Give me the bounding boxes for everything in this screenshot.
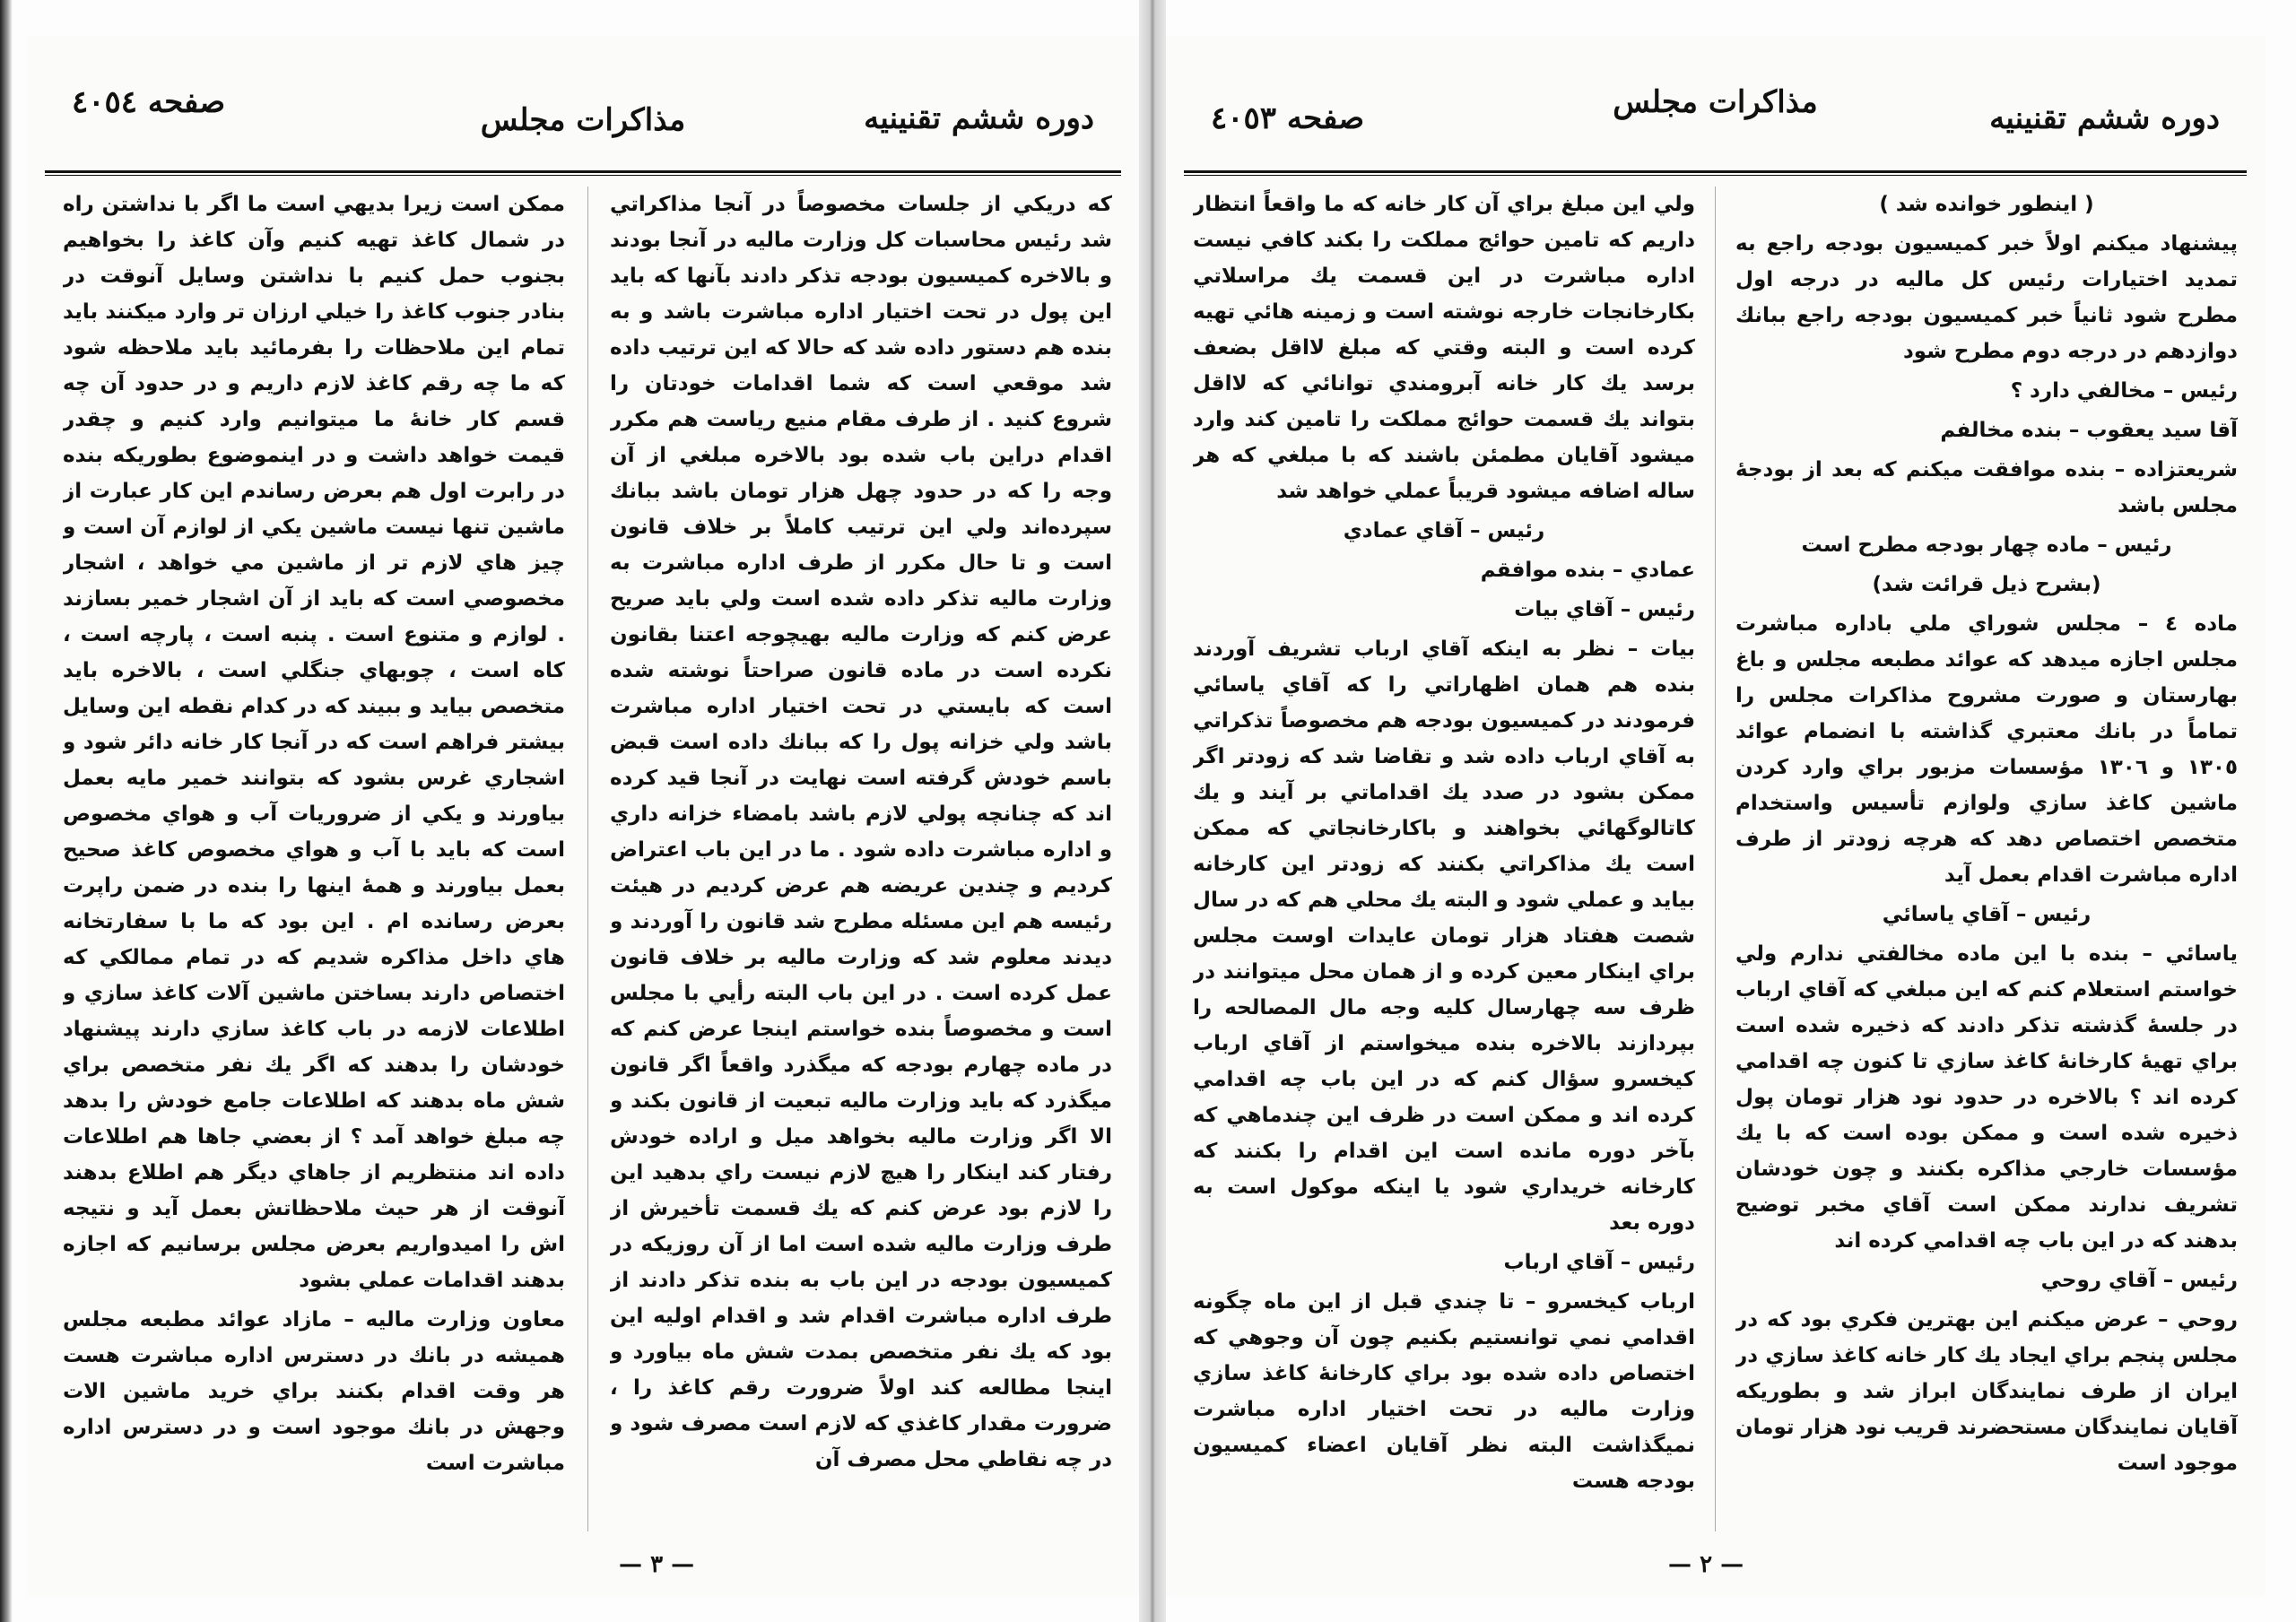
column-divider [1715,186,1716,1531]
left-page-header [45,57,1121,156]
right-page-header [1184,57,2247,156]
speaker-line: رئيس – ماده چهار بودجه مطرح است [1801,533,2172,557]
left-page [27,36,1139,1596]
folio-number: — ٢ — [1668,1551,1744,1578]
paragraph: بيات – نظر به اينكه آقاي ارباب تشريف آوردند بنده هم همان اظهاراتي را كه آقاي ياسائي فرمودند در كميسيون بودجه هم مخصوصاً تذكراتي به آقاي ارباب داده شد و تقاضا شد كه زودتر اگر ممكن بشود در صدد يك اقداماتي بر آيند و يك كاتالوگهائي بخواهند و باكارخانجاتي كه ممكن است يك مذاكراتي بكنند كه زودتر اين كارخانه بيايد و عملي شود و البته يك محلي هم كه در سال شصت هفتاد هزار تومان عايدات اوست مجلس براي اينكار معين كرده و از همان محل ميتوانند در ظرف سه چهارسال كليه وجه مال المصالحه را بپردازند بالاخره بنده ميخواستم از آقاي ارباب كيخسرو سؤال كنم كه در اين باب چه اقدامي كرده اند و ممكن است در ظرف اين چندماهي كه بآخر دوره مانده است اين اقدام را بكنند كه كارخانه خريداري شود يا اينكه موكول است به دوره بعد [1193,638,1695,1235]
book-gutter [1139,0,1166,1622]
paragraph: كه دريكي از جلسات مخصوصاً در آنجا مذاكراتي شد رئيس محاسبات كل وزارت ماليه در آنجا بودند و بالاخره كميسيون بودجه تذكر دادند بآنها كه بايد اين پول در تحت اختيار اداره مباشرت باشد و به بنده هم دستور داده شد كه حالا كه اين ترتيب داده شد موقعي است كه شما اقدامات خودتان را شروع كنيد . از طرف مقام منيع رياست هم مكرر اقدام دراين باب شده بود بالاخره مبلغي از آن وجه را كه در حدود چهل هزار تومان باشد ببانك سپرده‌اند ولي اين ترتيب كاملاً بر خلاف قانون است و تا حال مكرر از طرف اداره مباشرت به وزارت ماليه تذكر داده شده است ولي بايد صريح عرض كنم كه وزارت ماليه بهيچوجه اعتنا بقانون نكرده است در ماده قانون صراحتاً نوشته شده است كه بايستي در تحت اختيار اداره مباشرت باشد ولي خزانه پول را كه ببانك داده است قبض باسم خودش گرفته است نهايت در آنجا قيد كرده اند كه چنانچه پولي لازم باشد بامضاء خزانه داري و اداره مباشرت داده شود . ما در اين باب اعتراض كرديم و چندين عريضه هم عرض كرديم در هيئت رئيسه هم اين مسئله مطرح شد قانون را آوردند و ديدند معلوم شد كه وزارت ماليه بر خلاف قانون عمل كرده است . در اين باب البته رأيي با مجلس است و مخصوصاً بنده خواستم اينجا عرض كنم كه در ماده چهارم بودجه كه ميگذرد واقعاً اگر قانون ميگذرد كه بايد وزارت ماليه تبعيت از قانون بكند و الا اگر وزارت ماليه بخواهد ميل و اراده خودش رفتار كند اينكار را هيچ لازم نيست راي بدهيد اين را لازم بود عرض كنم كه يك قسمت تأخيرش از طرف وزارت ماليه شده است اما از آن روزيكه در كميسيون بودجه در اين باب به بنده تذكر دادند از طرف اداره مباشرت اقدام شد و اقدام اوليه اين بود كه يك نفر متخصص بمدت شش ماه بياورد و اينجا مطالعه كند اولاً ضرورت رقم كاغذ را ، ضرورت مقدار كاغذي كه لازم است مصرف شود و در چه نقاطي محل مصرف آن [610,193,1112,1471]
page-number: صفحه ٤٠٥٣ [1211,100,1365,136]
header-rule-thin [1184,175,2247,176]
running-title: مذاكرات مجلس [480,102,686,138]
article-text: ماده ٤ – مجلس شوراي ملي باداره مباشرت مجلس اجازه ميدهد كه عوائد مطبعه مجلس و باغ بهارستان و صورت مشروح مذاكرات مجلس را تماماً در بانك معتبري گذاشته با انضمام عوائد ١٣٠٥ و ١٣٠٦ مؤسسات مزبور براي وارد كردن ماشين كاغذ سازي ولوازم تأسيس واستخدام متخصص اختصاص دهد كه هرچه زودتر از طرف اداره مباشرت اقدام بعمل آيد [1735,612,2238,887]
session-label: دوره ششم تقنينيه [864,100,1094,136]
speaker-line: رئيس – آقاي ياسائي [1882,903,2092,926]
paragraph: ارباب كيخسرو – تا چندي قبل از اين ماه چگونه اقدامي نمي توانستيم بكنيم چون آن وجوهي كه اختصاص داده شده بود براي كارخانهٔ كاغذ سازي وزارت ماليه در تحت اختيار اداره مباشرت نميگذاشت البته نظر آقايان اعضاء كميسيون بودجه هست [1193,1290,1695,1493]
speaker-line: عمادي – بنده موافقم [1480,559,1695,582]
paragraph: ولي اين مبلغ براي آن كار خانه كه ما واقعاً انتظار داريم كه تامين حوائج مملكت را بكند كافي نيست اداره مباشرت در اين قسمت يك مراسلاتي بكارخانجات خارجه نوشته است و زمينه هائي تهيه كرده است و البته وقتي كه مبلغ لااقل بضعف برسد يك كار خانه آبرومندي توانائي كه لااقل بتواند يك قسمت حوائج مملكت را تامين كند وارد ميشود آقايان مطمئن باشند كه با مبلغي كه هر ساله اضافه ميشود قريباً عملي خواهد شد [1193,193,1695,503]
speaker-line: رئيس – آقاي عمادي [1343,519,1545,542]
paragraph: ممكن است زيرا بديهي است ما اگر با نداشتن راه در شمال كاغذ تهيه كنيم وآن كاغذ را بخواهيم بجنوب حمل كنيم با نداشتن وسايل آنوقت در بنادر جنوب كاغذ را خيلي ارزان تر وارد ميكنند بايد تمام اين ملاحظات را بفرمائيد بايد ملاحظه شود كه ما چه رقم كاغذ لازم داريم و در حدود آن چه قسم كار خانهٔ ما ميتوانيم وارد كنيم و چقدر قيمت خواهد داشت و در اينموضوع بطوريكه بنده در رابرت اول هم بعرض رساندم اين كار عبارت از ماشين تنها نيست ماشين يكي از لوازم آن است و چيز هاي لازم تر از ماشين مي خواهد ، اشجار مخصوصي است كه بايد از آن اشجار خمير بسازند . لوازم و متنوع است . پنبه است ، پارچه است ، كاه است ، چوبهاي جنگلي است ، بالاخره بايد متخصص بيايد و ببيند كه در كدام نقطه اين وسايل بيشتر فراهم است كه در آنجا كار خانه دائر شود و اشجاري غرس بشود كه بتوانند خمير مايه بعمل بياورند و يكي از ضروريات آب و هواي مخصوص است كه بايد با آب و هواي مخصوص كاغذ صحيح بعمل بياورند و همهٔ اينها را بنده در ضمن راپرت بعرض رسانده ام . اين بود كه ما با سفارتخانه هاي داخل مذاكره شديم كه در تمام ممالكي كه اختصاص دارند بساختن ماشين آلات كاغذ سازي و اطلاعات لازمه در باب كاغذ سازي دارند پيشنهاد خودشان را بدهند كه اگر يك نفر متخصص براي شش ماه بدهند كه اطلاعات جامع خودش را بدهد چه مبلغ خواهد آمد ؟ از بعضي جاها هم اطلاعات داده اند منتظريم از جاهاي ديگر هم اطلاع بدهند آنوقت از هر حيث ملاحظاتش بعمل آيد و نتيجه اش را اميدواريم بعرض مجلس برسانيم كه اجازه بدهند اقدامات عملي بشود [63,193,565,1292]
paragraph: شريعتزاده – بنده موافقت ميكنم كه بعد از بودجهٔ مجلس باشد [1735,458,2238,517]
paragraph: پيشنهاد ميكنم اولاً خبر كميسيون بودجه راجع به تمديد اختيارات رئيس كل ماليه در درجه اول مطرح شود ثانياً خبر كميسيون بودجه راجع ببانك دوازدهم در درجه دوم مطرح شود [1735,232,2238,363]
header-rule-thin [45,175,1121,176]
folio-number: — ٣ — [619,1551,695,1578]
paragraph: معاون وزارت ماليه – مازاد عوائد مطبعه مجلس هميشه در بانك در دسترس اداره مباشرت هست هر وقت اقدام بكنند براي خريد ماشين الات وجهش در بانك موجود است و در دسترس اداره مباشرت است [63,1308,565,1475]
reading-note: ( اينطور خوانده شد ) [1879,193,2094,216]
speaker-line: رئيس – آقاي بيات [1514,598,1695,621]
page-number: صفحه ٤٠٥٤ [72,84,226,120]
left-page-column-right [610,186,1112,1567]
session-label: دوره ششم تقنينيه [1989,100,2220,136]
right-page-column-right [1735,186,2238,1567]
right-page-column-left [1193,186,1695,1567]
running-title: مذاكرات مجلس [1613,84,1818,120]
reading-note: (بشرح ذيل قرائت شد) [1872,573,2101,596]
speaker-line: رئيس – مخالفي دارد ؟ [2010,379,2238,403]
paragraph: روحي – عرض ميكنم اين بهترين فكري بود كه در مجلس پنجم براي ايجاد يك كار خانه كاغذ سازي در ايران از طرف نمايندگان ابراز شد و بطوريكه آقايان نمايندگان مستحضرند قريب نود هزار تومان موجود است [1735,1308,2238,1475]
header-rule [45,170,1121,173]
speaker-line: آقا سيد يعقوب – بنده مخالفم [1940,419,2238,442]
speaker-line: رئيس – آقاي روحي [2040,1269,2238,1292]
speaker-line: رئيس – آقاي ارباب [1503,1251,1695,1274]
header-rule [1184,170,2247,173]
column-divider [587,186,588,1531]
paragraph: ياسائي – بنده با اين ماده مخالفتي ندارم ولي خواستم استعلام كنم كه اين مبلغي كه آقاي ارباب در جلسهٔ گذشته تذكر دادند كه ذخيره شده است براي تهيهٔ كارخانهٔ كاغذ سازي تا كنون چه اقدامي كرده اند ؟ بالاخره در حدود نود هزار تومان پول ذخيره شده است و ممكن بوده است كه با يك مؤسسات خارجي مذاكره بكنند و چون خودشان تشريف ندارند ممكن است آقاي مخبر توضيح بدهند كه در اين باب چه اقدامي كرده اند [1735,942,2238,1253]
binding-shadow-left [0,0,13,1622]
right-page [1166,36,2265,1596]
left-page-column-left [63,186,565,1567]
